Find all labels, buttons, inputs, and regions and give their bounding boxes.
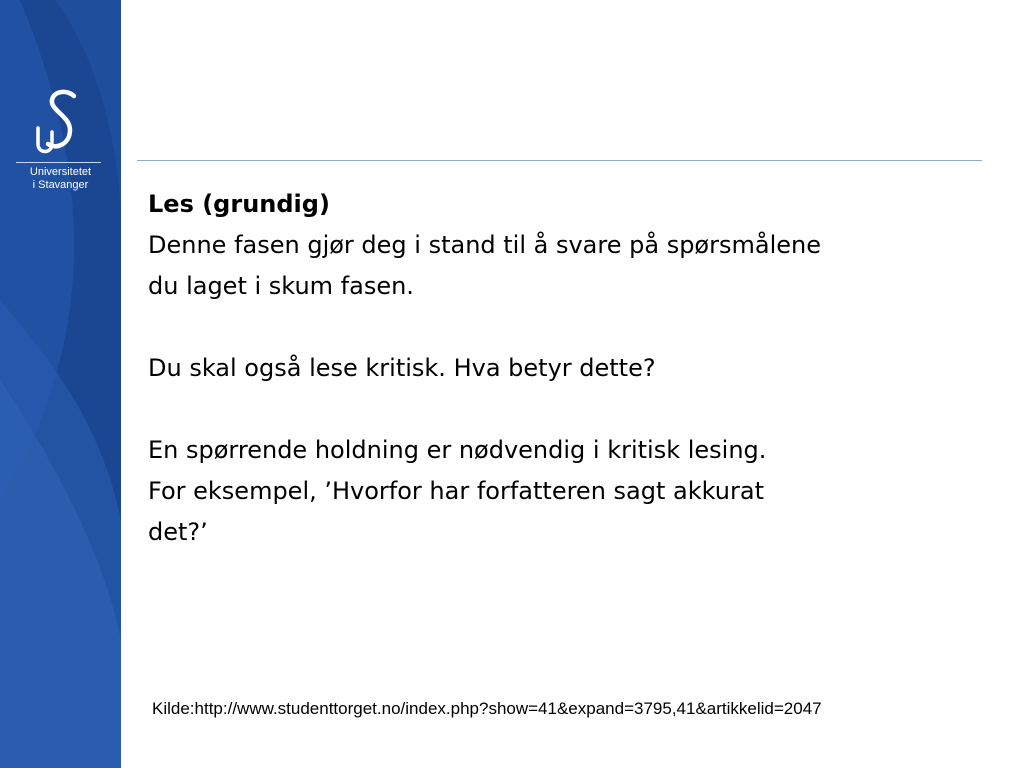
university-name: [0, 166, 121, 192]
source-citation: Kilde:http://www.studenttorget.no/index.php?show=41&expand=3795,41&artikkelid=2047: [152, 699, 822, 718]
body-heading: Les (grundig): [148, 190, 330, 218]
paragraph-gap: [148, 307, 988, 348]
slide-body: [148, 184, 988, 553]
body-line: For eksempel, ’Hvorfor har forfatteren sagt akkurat: [148, 477, 764, 505]
paragraph-gap: [148, 389, 988, 430]
university-name-line2: i Stavanger: [32, 179, 89, 191]
university-name-line1: Universitetet: [29, 166, 92, 178]
body-line: det?’: [148, 518, 208, 546]
title-divider: [137, 160, 982, 161]
sidebar-band: [0, 0, 121, 768]
body-line: Du skal også lese kritisk. Hva betyr dette?: [148, 354, 656, 382]
university-logo: [0, 80, 121, 210]
logo-divider: [16, 162, 101, 163]
body-line: du laget i skum fasen.: [148, 272, 414, 300]
body-line: En spørrende holdning er nødvendig i kritisk lesing.: [148, 436, 767, 464]
uis-logo-mark-icon: [30, 88, 90, 160]
body-line: Denne fasen gjør deg i stand til å svare på spørsmålene: [148, 231, 821, 259]
